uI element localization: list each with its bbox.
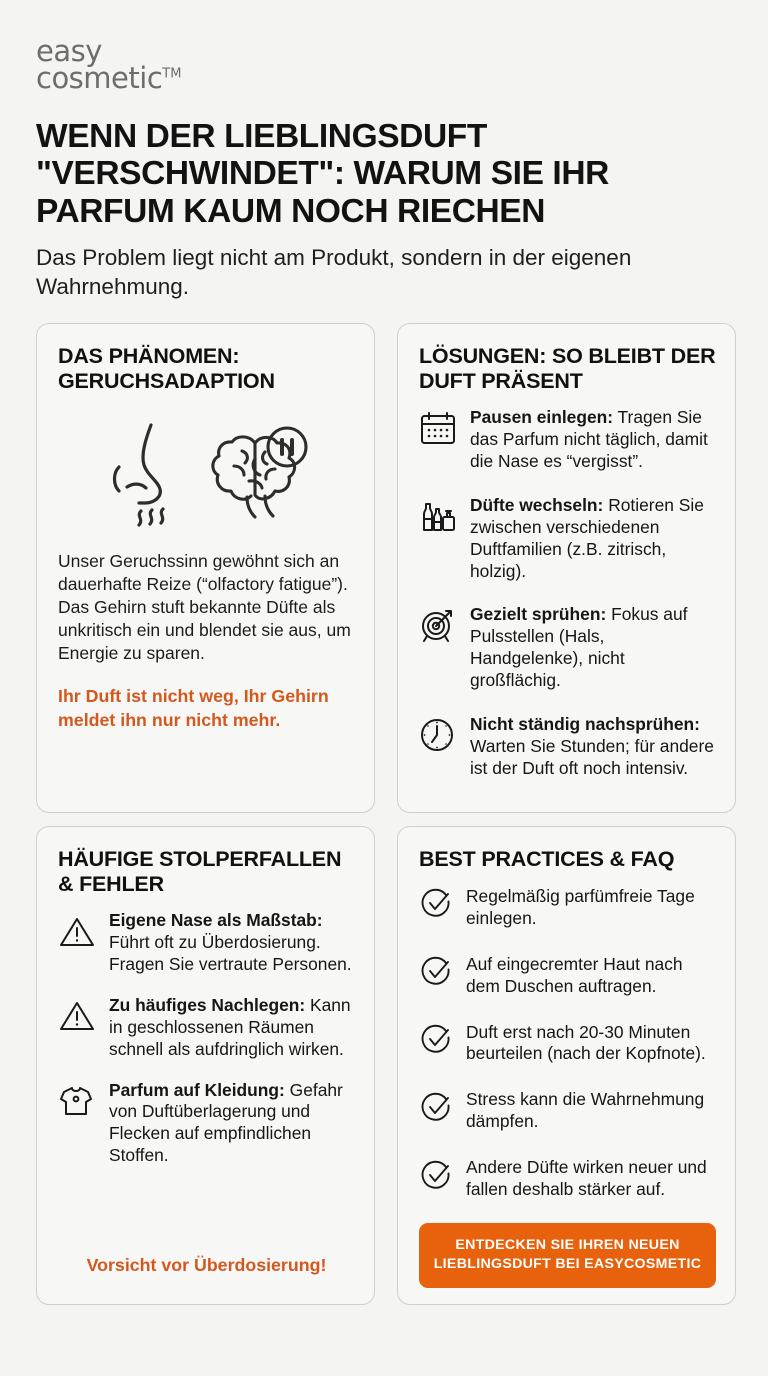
card-faq: [397, 826, 736, 1305]
list-item-body: Kann in geschlossenen Räumen schnell als aufdringlich wirken.: [109, 994, 351, 1059]
list-item-text: Duft erst nach 20-30 Minuten beurteilen (nach der Kopfnote).: [466, 1021, 706, 1064]
list-item: [419, 1155, 716, 1201]
pitfalls-warning-note: Vorsicht vor Überdosierung!: [86, 1254, 327, 1275]
card-faq-title: BEST PRACTICES & FAQ: [419, 846, 675, 871]
solutions-list: [419, 406, 716, 801]
warning-icon: [58, 997, 96, 1035]
check-circle-icon: [419, 887, 453, 921]
list-item-body: Rotieren Sie zwischen verschiedenen Duftfamilien (z.B. zitrisch, holzig).: [470, 494, 704, 581]
list-item-text: [470, 406, 716, 473]
list-item-body: Fokus auf Pulsstellen (Hals, Handgelenke), nicht großflächig.: [470, 604, 688, 691]
list-item-lead: Pausen einlegen:: [470, 407, 614, 428]
check-circle-icon: [419, 1023, 453, 1057]
list-item: [419, 1087, 716, 1133]
nose-icon: [105, 419, 187, 529]
list-item: [419, 494, 716, 583]
list-item-lead: Eigene Nase als Maßstab:: [109, 910, 323, 931]
card-solutions: [397, 323, 736, 813]
list-item: [419, 406, 716, 473]
card-pitfalls-title: HÄUFIGE STOLPERFALLEN & FEHLER: [58, 846, 342, 896]
tshirt-icon: [58, 1082, 96, 1120]
list-item-text: [109, 909, 355, 976]
check-circle-icon: [419, 955, 453, 989]
list-item-lead: Nicht ständig nachsprühen:: [470, 714, 700, 735]
list-item-body: Führt oft zu Überdosierung. Fragen Sie vertraute Personen.: [109, 931, 352, 974]
list-item-body: Tragen Sie das Parfum nicht täglich, damit die Nase es “vergisst”.: [470, 407, 708, 471]
clock-icon: [419, 716, 457, 754]
card-pitfalls: [36, 826, 375, 1305]
list-item-text: [109, 1079, 355, 1168]
warning-icon: [58, 912, 96, 950]
bottles-icon: [419, 497, 457, 535]
pitfalls-list: [58, 909, 355, 1167]
trademark-symbol: TM: [162, 66, 182, 82]
check-circle-icon: [419, 1090, 453, 1124]
faq-list: [419, 884, 716, 1223]
page-title: WENN DER LIEBLINGSDUFT "VERSCHWINDET": WARUM SIE IHR PARFUM KAUM NOCH RIECHEN: [36, 117, 609, 230]
list-item: [419, 952, 716, 998]
phenomenon-paragraph-2: Das Gehirn stuft bekannte Düfte als unkritisch ein und blendet sie aus, um Energie zu sparen.: [58, 597, 351, 664]
list-item-text: Stress kann die Wahrnehmung dämpfen.: [466, 1089, 705, 1132]
brain-pause-icon: [201, 421, 309, 527]
list-item: [58, 1079, 355, 1168]
list-item-text: [109, 994, 355, 1061]
list-item-text: Regelmäßig parfümfreie Tage einlegen.: [466, 885, 695, 928]
list-item-lead: Düfte wechseln:: [470, 494, 604, 515]
list-item-text: [470, 603, 716, 692]
card-phenomenon-title: DAS PHÄNOMEN: GERUCHSADAPTION: [58, 343, 275, 393]
target-icon: [419, 606, 457, 644]
list-item-text: [470, 494, 716, 583]
list-item: [419, 713, 716, 780]
list-item: [419, 884, 716, 930]
list-item: [419, 1020, 716, 1066]
card-solutions-title: LÖSUNGEN: SO BLEIBT DER DUFT PRÄSENT: [419, 343, 716, 393]
brand-logo: [36, 34, 256, 95]
brand-logo-line1: easy: [36, 34, 102, 68]
list-item-lead: Zu häufiges Nachlegen:: [109, 994, 306, 1015]
card-phenomenon: [36, 323, 375, 813]
cards-grid: [36, 323, 736, 1305]
list-item: [419, 603, 716, 692]
list-item-text: [470, 713, 716, 780]
list-item-text: Andere Düfte wirken neuer und fallen deshalb stärker auf.: [466, 1157, 707, 1200]
list-item-lead: Parfum auf Kleidung:: [109, 1079, 285, 1100]
list-item-lead: Gezielt sprühen:: [470, 604, 607, 625]
list-item-body: Gefahr von Duftüberlagerung und Flecken auf empfindlichen Stoffen.: [109, 1079, 343, 1166]
page-subtitle: Das Problem liegt nicht am Produkt, sondern in der eigenen Wahrnehmung.: [36, 245, 632, 299]
list-item: [58, 909, 355, 976]
list-item: [58, 994, 355, 1061]
cta-button[interactable]: ENTDECKEN SIE IHREN NEUEN LIEBLINGSDUFT BEI EASYCOSMETIC: [419, 1223, 716, 1288]
list-item-text: Auf eingecremter Haut nach dem Duschen auftragen.: [466, 953, 683, 996]
phenomenon-paragraph-1: Unser Geruchssinn gewöhnt sich an dauerhafte Reize (“olfactory fatigue”).: [58, 551, 348, 595]
check-circle-icon: [419, 1158, 453, 1192]
phenomenon-illustration: [58, 414, 355, 534]
brand-logo-line2: cosmetic™: [36, 60, 182, 95]
list-item-body: Warten Sie Stunden; für andere ist der Duft oft noch intensiv.: [470, 736, 714, 778]
calendar-icon: [419, 409, 457, 447]
phenomenon-highlight: Ihr Duft ist nicht weg, Ihr Gehirn meldet ihn nur nicht mehr.: [58, 686, 329, 731]
